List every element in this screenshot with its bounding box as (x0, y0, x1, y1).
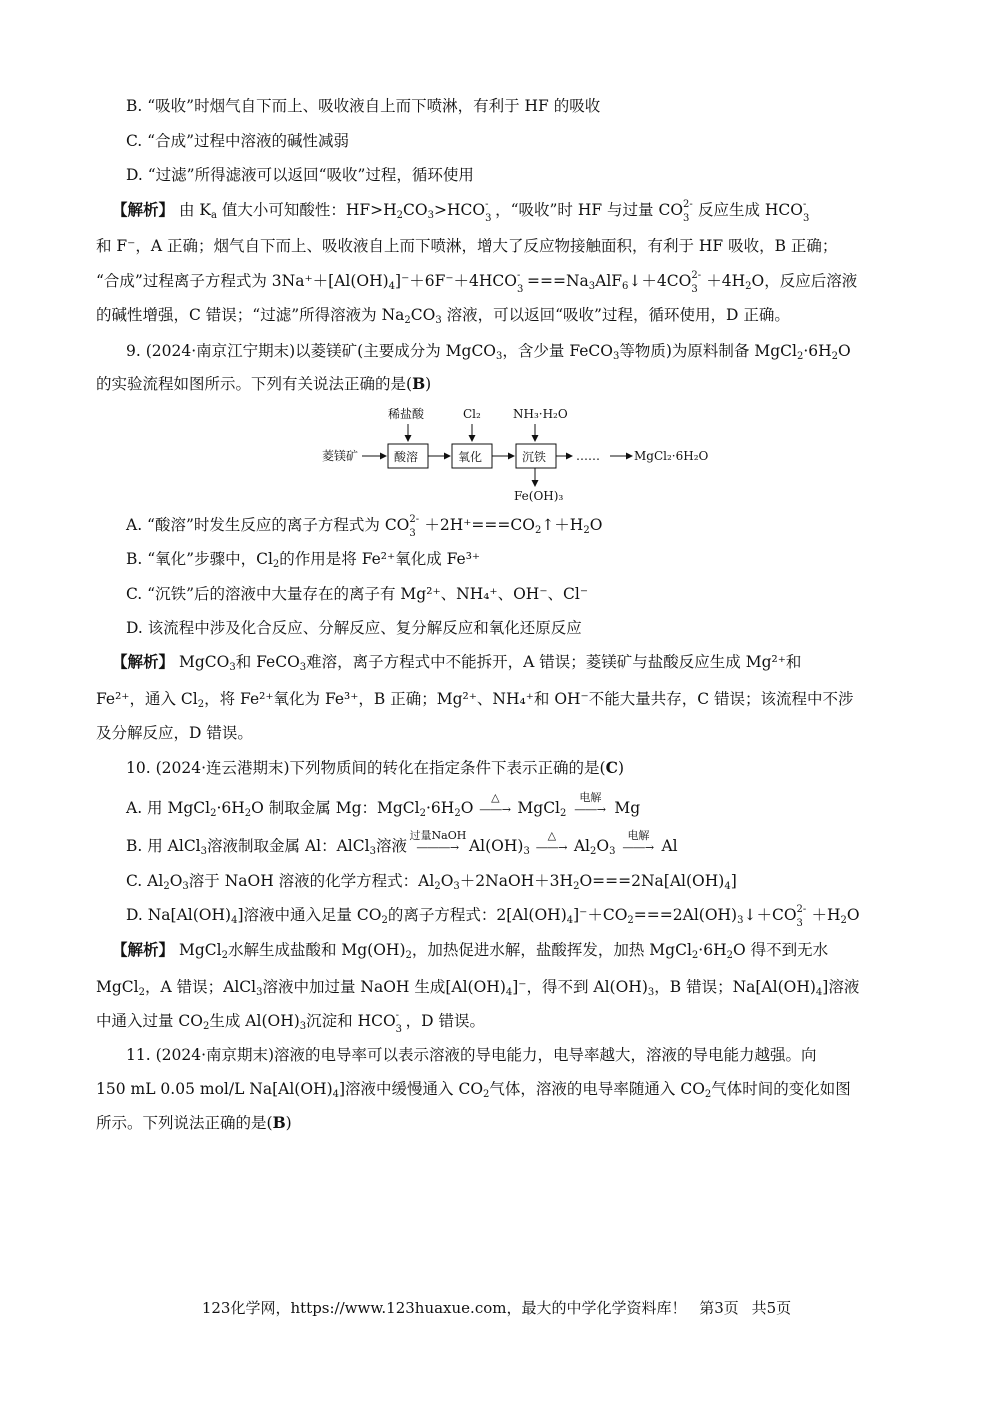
q8-analysis-line4: 的碱性增强，C 错误；“过滤”所得溶液为 $Na_2CO_3$ 溶液，可以返回“吸收”过程，循环使用，D 正确。 (96, 306, 790, 326)
flow-input: 菱镁矿 (322, 449, 359, 463)
q10-option-a: A. 用 $MgCl_2\cdot 6H_2O$ 制取金属 Mg：$MgCl_2\cdot 6H_2O$ △ ――→ MgCl$_2$ 电解 ――→ Mg (126, 791, 641, 819)
q8-analysis-line2: 和 F⁻，A 正确；烟气自下而上、吸收液自上而下喷淋，增大了反应物接触面积，有利于 HF 吸收，B 正确； (96, 237, 838, 255)
flow-reagent-cl2: Cl₂ (463, 407, 481, 421)
q9-stem-line2: 的实验流程如图所示。下列有关说法正确的是(B) (96, 374, 432, 393)
analysis-label: 【解析】 (112, 652, 175, 671)
q9-option-a: A. “酸溶”时发生反应的离子方程式为 CO 2- 3 $+2H^+===CO_2↑+H_2O$ (126, 514, 603, 539)
q11-stem-line3: 所示。下列说法正确的是(B) (96, 1113, 292, 1132)
q11-answer: B (272, 1113, 286, 1132)
svg-text:氧化: 氧化 (458, 450, 483, 464)
q10-analysis-line2: MgCl$_2$，A 错误；AlCl$_3$溶液中加过量 NaOH 生成$[Al(OH)_4]^-$，得不到 $Al(OH)_3$，B 错误；$Na[Al(OH)_4]$溶液 (96, 978, 860, 998)
q9-analysis-line3: 及分解反应，D 错误。 (96, 724, 253, 742)
flow-output: MgCl₂·6H₂O (634, 449, 709, 463)
q9-stem-line1: 9. (2024·南京江宁期末)以菱镁矿(主要成分为 MgCO$_3$，含少量 FeCO$_3$等物质)为原料制备 $MgCl_2\cdot 6H_2O$ (126, 342, 851, 362)
q8-analysis-line3: “合成”过程离子方程式为 $3Na^++[Al(OH)_4]^-+6F^-+4HCO$ - 3 $===Na_3AlF_6↓+4CO$ 2- 3 $+4H_2O$，反应后溶液 (96, 270, 858, 295)
page-footer (0, 1297, 993, 1318)
analysis-label: 【解析】 (112, 200, 175, 219)
flow-reagent-nh3: NH₃·H₂O (513, 407, 568, 421)
q9-option-c: C. “沉铁”后的溶液中大量存在的离子有 Mg²⁺、NH₄⁺、OH⁻、Cl⁻ (126, 585, 589, 603)
q9-option-d: D. 该流程中涉及化合反应、分解反应、复分解反应和氧化还原反应 (126, 619, 582, 637)
footer-total-pages: 共5页 (751, 1299, 792, 1317)
svg-text:沉铁: 沉铁 (522, 450, 547, 464)
q8-option-b: B. “吸收”时烟气自下而上、吸收液自上而下喷淋，有利于 HF 的吸收 (126, 97, 601, 115)
flow-precipitate: Fe(OH)₃ (514, 489, 564, 503)
q10-option-c: C. $Al_2O_3$溶于 NaOH 溶液的化学方程式：$Al_2O_3+2NaOH+3H_2O===2Na[Al(OH)_4]$ (126, 872, 737, 892)
q10-option-b: B. 用 AlCl$_3$溶液制取金属 Al：AlCl$_3$溶液 过量NaOH ―――→ $Al(OH)_3$ △ ――→ $Al_2O_3$ 电解 ――→ Al (126, 829, 678, 857)
q10-answer: C (605, 758, 618, 777)
q8-option-d: D. “过滤”所得滤液可以返回“吸收”过程，循环使用 (126, 166, 474, 184)
q11-stem-line2: 150 mL 0.05 mol/L $Na[Al(OH)_4]$溶液中缓慢通入 $CO_2$气体，溶液的电导率随通入 $CO_2$气体时间的变化如图 (96, 1080, 851, 1100)
q9-answer: B (412, 374, 426, 393)
flow-dots: …… (576, 449, 600, 463)
q10-analysis-line3: 中通入过量 $CO_2$生成 $Al(OH)_3$沉淀和 HCO - 3 ，D 错误。 (96, 1010, 486, 1035)
q11-stem-line1: 11. (2024·南京期末)溶液的电导率可以表示溶液的导电能力，电导率越大，溶液的导电能力越强。向 (126, 1046, 817, 1064)
q9-flow-diagram (320, 400, 720, 510)
q9-option-b: B. “氧化”步骤中，$Cl_2$的作用是将 Fe²⁺氧化成 Fe³⁺ (126, 550, 481, 570)
q8-analysis-line1: 【解析】 由 $K_a$ 值大小可知酸性：$HF>H_2CO_3>HCO$ - 3 ，“吸收”时 HF 与过量 CO 2- 3 反应生成 HCO - 3 (112, 199, 810, 224)
q10-stem: 10. (2024·连云港期末)下列物质间的转化在指定条件下表示正确的是(C) (126, 758, 624, 777)
analysis-label: 【解析】 (112, 940, 175, 959)
q8-option-c: C. “合成”过程中溶液的碱性减弱 (126, 132, 350, 150)
q9-analysis-line1: 【解析】 MgCO$_3$和 FeCO$_3$难溶，离子方程式中不能拆开，A 错误；菱镁矿与盐酸反应生成 Mg²⁺和 (112, 652, 802, 673)
q9-analysis-line2: Fe²⁺，通入 $Cl_2$，将 Fe²⁺氧化为 Fe³⁺，B 正确；Mg²⁺、NH₄⁺和 OH⁻不能大量共存，C 错误；该流程中不涉 (96, 690, 854, 710)
q10-option-d: D. $Na[Al(OH)_4]$溶液中通入足量 $CO_2$的离子方程式：$2[Al(OH)_4]^-+CO_2===2Al(OH)_3↓+CO$ 2- 3 $+H_2O$ (126, 904, 860, 929)
footer-site: 123化学网，https://www.123huaxue.com，最大的中学化学资料库！ (201, 1299, 687, 1317)
q10-analysis-line1: 【解析】 MgCl$_2$水解生成盐酸和 $Mg(OH)_2$，加热促进水解，盐酸挥发，加热 $MgCl_2\cdot 6H_2O$ 得不到无水 (112, 940, 829, 961)
flow-reagent-hcl: 稀盐酸 (388, 407, 425, 421)
footer-page-number: 第3页 (699, 1299, 739, 1317)
svg-text:酸溶: 酸溶 (394, 450, 419, 464)
